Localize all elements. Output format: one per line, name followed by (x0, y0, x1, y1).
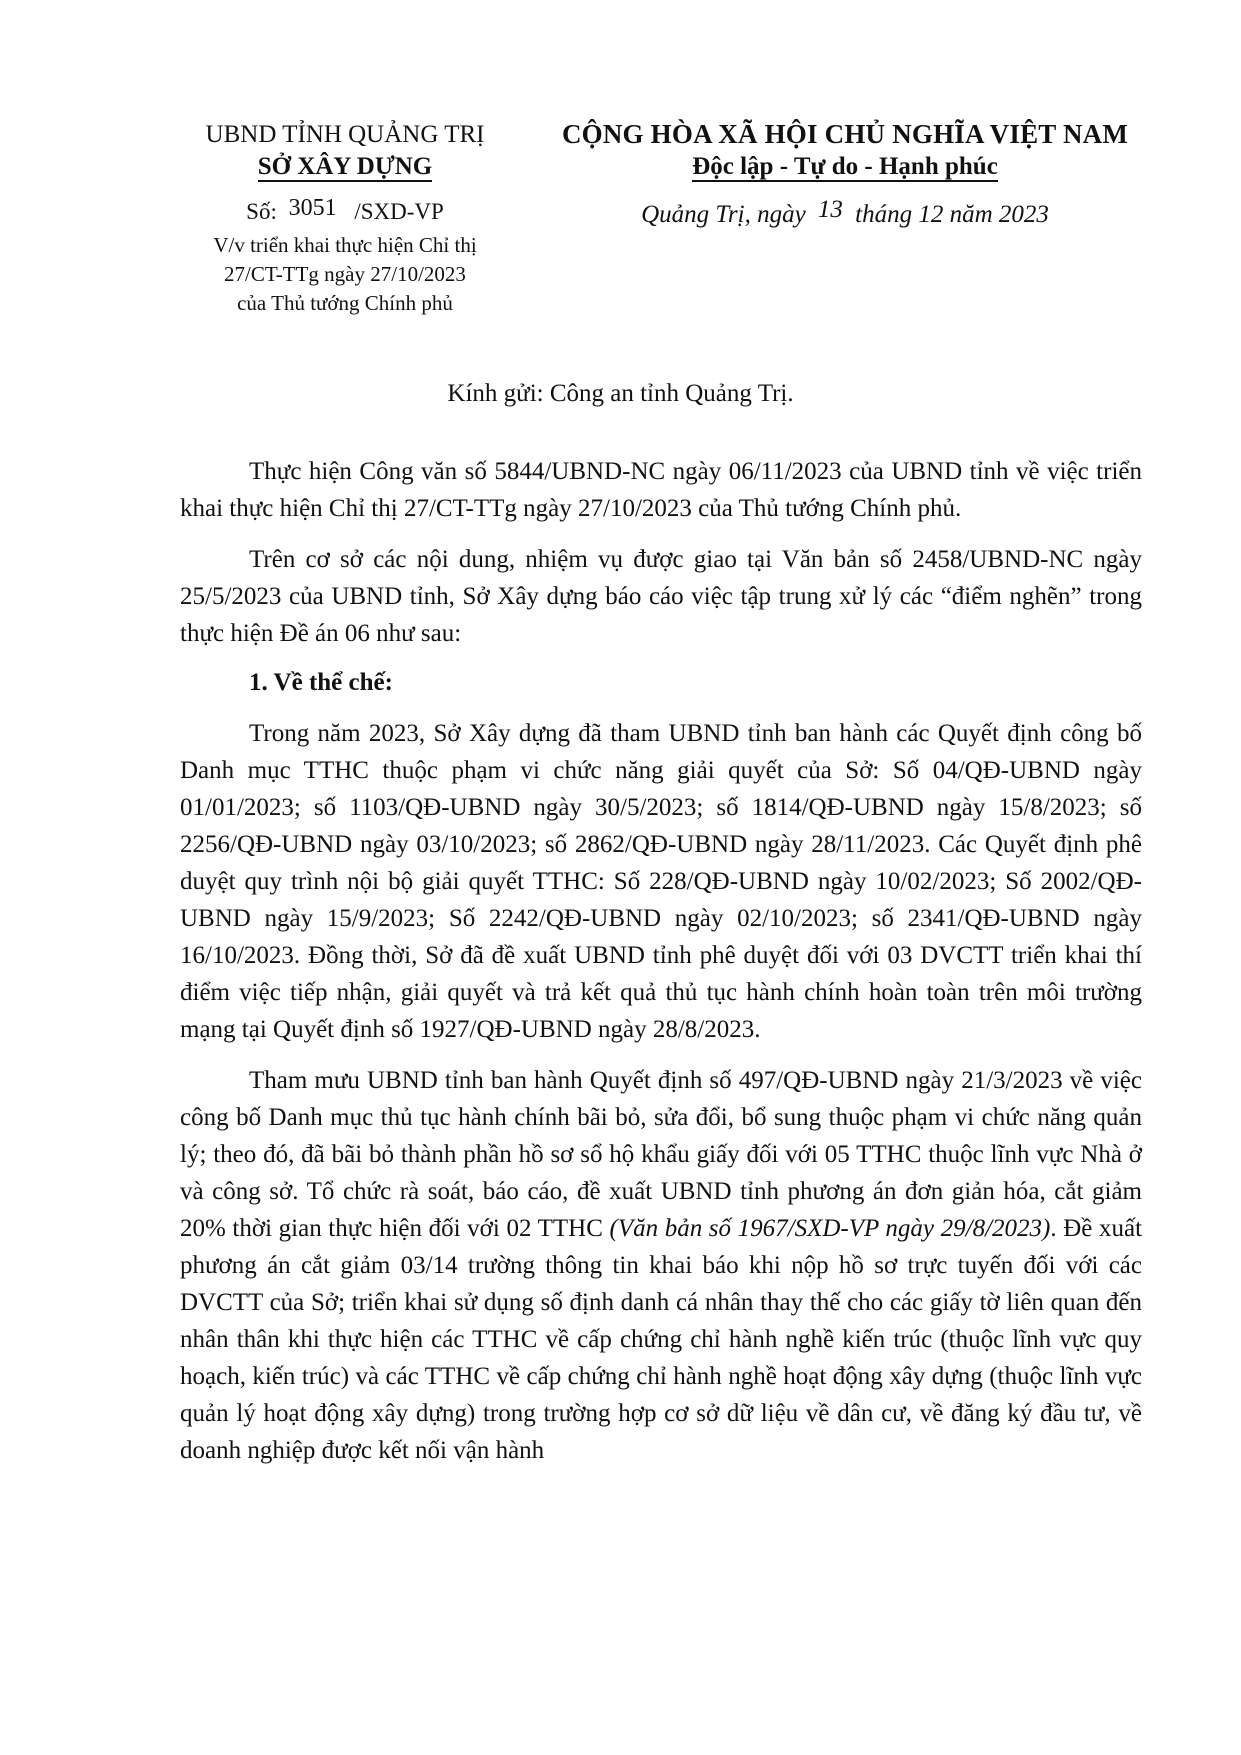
subject-line: 27/CT-TTg ngày 27/10/2023 (224, 262, 466, 286)
body-citation: (Văn bản số 1967/SXD-VP ngày 29/8/2023) (609, 1215, 1051, 1242)
national-motto-text: Độc lập - Tự do - Hạnh phúc (692, 153, 998, 180)
body-text: Tham mưu UBND tỉnh ban hành Quyết định số 497/QĐ-UBND ngày 21/3/2023 về việc công bố Danh mục thủ tục hành chính bãi bỏ, sửa đổi, bổ sung thuộc phạm vi chức năng quản lý; theo đó, đã bãi bỏ thành phần hồ sơ sổ hộ khẩu giấy đối với 05 TTHC thuộc lĩnh vực Nhà ở và công sở. Tổ chức rà soát, báo cáo, đề xuất UBND tỉnh phương án đơn giản hóa, cắt giảm 20% thời gian thực hiện đối với 02 TTHC (180, 1067, 1142, 1242)
body-paragraph: Trên cơ sở các nội dung, nhiệm vụ được giao tại Văn bản số 2458/UBND-NC ngày 25/5/2023 của UBND tỉnh, Sở Xây dựng báo cáo việc tập trung xử lý các “điểm nghẽn” trong thực hiện Đề án 06 như sau: (180, 546, 1142, 647)
recipient-line: Kính gửi: Công an tỉnh Quảng Trị. (447, 380, 794, 407)
place-date (545, 196, 1145, 231)
place-date-day: 13 (817, 196, 843, 223)
document-body (180, 453, 1142, 1469)
document-number-label: Số: (246, 199, 277, 224)
place-date-suffix: tháng 12 năm 2023 (855, 201, 1049, 228)
body-text: . Đề xuất phương án cắt giảm 03/14 trường thông tin khai báo khi nộp hồ sơ trực tuyến đối với các DVCTT của Sở; triển khai sử dụng số định danh cá nhân thay thế cho các giấy tờ liên quan đến nhân thân khi thực hiện các TTHC về cấp chứng chỉ hành nghề kiến trúc (thuộc lĩnh vực quy hoạch, kiến trúc) và các TTHC về cấp chứng chỉ hành nghề hoạt động xây dựng (thuộc lĩnh vực quản lý hoạt động xây dựng) trong trường hợp cơ sở dữ liệu về dân cư, về đăng ký đầu tư, về doanh nghiệp được kết nối vận hành (180, 1215, 1143, 1464)
section-heading: 1. Về thể chế: (249, 669, 393, 696)
subject-line: V/v triển khai thực hiện Chỉ thị (213, 233, 477, 257)
department-name-text: SỞ XÂY DỰNG (257, 153, 433, 180)
document-number (180, 197, 510, 227)
national-title: CỘNG HÒA XÃ HỘI CHỦ NGHĨA VIỆT NAM (561, 119, 1129, 149)
national-header-block (545, 118, 1145, 231)
document-subject (180, 231, 510, 318)
body-paragraph: Thực hiện Công văn số 5844/UBND-NC ngày 06/11/2023 của UBND tỉnh về việc triển khai thực hiện Chỉ thị 27/CT-TTg ngày 27/10/2023 của Thủ tướng Chính phủ. (180, 458, 1142, 522)
document-number-suffix: /SXD-VP (354, 199, 444, 224)
document-number-value: 3051 (288, 195, 337, 221)
issuing-agency-block (180, 118, 510, 318)
body-paragraph (180, 1062, 1142, 1469)
subject-line: của Thủ tướng Chính phủ (237, 291, 453, 315)
national-motto (545, 151, 1145, 183)
agency-name: UBND TỈNH QUẢNG TRỊ (205, 121, 485, 148)
place-date-prefix: Quảng Trị, ngày (641, 201, 806, 228)
body-paragraph: Trong năm 2023, Sở Xây dựng đã tham UBND tỉnh ban hành các Quyết định công bố Danh mục TTHC thuộc phạm vi chức năng giải quyết của Sở: Số 04/QĐ-UBND ngày 01/01/2023; số 1103/QĐ-UBND ngày 30/5/2023; số 1814/QĐ-UBND ngày 15/8/2023; số 2256/QĐ-UBND ngày 03/10/2023; số 2862/QĐ-UBND ngày 28/11/2023. Các Quyết định phê duyệt quy trình nội bộ giải quyết TTHC: Số 228/QĐ-UBND ngày 10/02/2023; Số 2002/QĐ-UBND ngày 15/9/2023; Số 2242/QĐ-UBND ngày 02/10/2023; số 2341/QĐ-UBND ngày 16/10/2023. Đồng thời, Sở đã đề xuất UBND tỉnh phê duyệt đối với 03 DVCTT triển khai thí điểm việc tiếp nhận, giải quyết và trả kết quả thủ tục hành chính hoàn toàn trên môi trường mạng tại Quyết định số 1927/QĐ-UBND ngày 28/8/2023. (180, 720, 1142, 1043)
department-name (180, 151, 510, 183)
